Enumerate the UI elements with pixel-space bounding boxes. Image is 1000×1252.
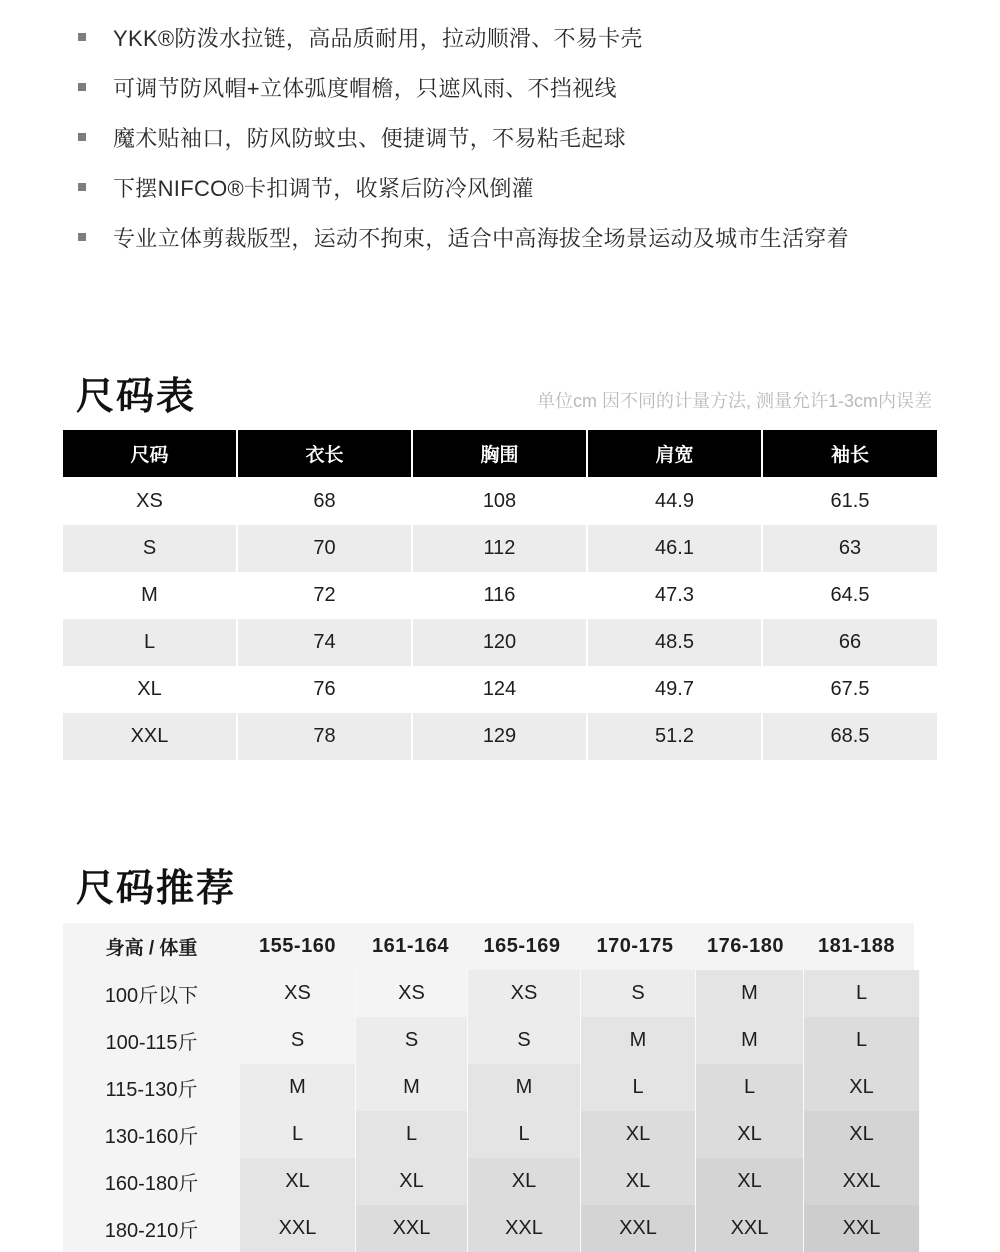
- recommended-size-cell: M: [696, 1017, 804, 1064]
- height-range-header: 155-160: [240, 923, 355, 970]
- feature-text: 下摆NIFCO®卡扣调节，收紧后防冷风倒灌: [113, 175, 534, 201]
- feature-text: 专业立体剪裁版型，运动不拘束，适合中高海拔全场景运动及城市生活穿着: [113, 225, 849, 251]
- recommended-size-cell: M: [696, 970, 804, 1017]
- size-chart-header-cell: 衣长: [238, 430, 411, 477]
- recommended-size-cell: S: [468, 1017, 581, 1064]
- weight-range-label: 100-115斤: [63, 1017, 240, 1064]
- size-chart-cell: 116: [413, 572, 586, 619]
- recommendation-row: [63, 1111, 937, 1158]
- recommended-size-cell: M: [468, 1064, 581, 1111]
- size-chart-cell: 108: [413, 478, 586, 525]
- recommended-size-cell: XXL: [581, 1205, 696, 1252]
- size-chart-cell: 74: [238, 619, 411, 666]
- weight-range-label: 130-160斤: [63, 1111, 240, 1158]
- recommended-size-cell: L: [696, 1064, 804, 1111]
- size-chart-header-cell: 胸围: [413, 430, 586, 477]
- height-range-header: 176-180: [692, 923, 799, 970]
- size-chart-cell: 48.5: [588, 619, 761, 666]
- recommended-size-cell: XS: [468, 970, 581, 1017]
- square-bullet-icon: [78, 33, 86, 41]
- recommended-size-cell: S: [581, 970, 696, 1017]
- height-range-header: 170-175: [578, 923, 692, 970]
- recommended-size-cell: XXL: [804, 1205, 920, 1252]
- size-chart-cell: 67.5: [763, 666, 937, 713]
- size-chart-cell: 112: [413, 525, 586, 572]
- recommended-size-cell: XXL: [240, 1205, 356, 1252]
- size-chart-cell: XS: [63, 478, 236, 525]
- size-chart-cell: 68.5: [763, 713, 937, 760]
- recommended-size-cell: XL: [581, 1158, 696, 1205]
- height-range-header: 165-169: [466, 923, 578, 970]
- recommended-size-cell: L: [356, 1111, 468, 1158]
- size-chart-cell: XL: [63, 666, 236, 713]
- height-range-header: 161-164: [355, 923, 466, 970]
- size-chart-row: [63, 713, 937, 760]
- recommended-size-cell: XXL: [356, 1205, 468, 1252]
- recommended-size-cell: XXL: [804, 1158, 920, 1205]
- recommended-size-cell: L: [804, 1017, 920, 1064]
- size-chart-header-row: [63, 430, 937, 477]
- size-chart-cell: 66: [763, 619, 937, 666]
- unit-note: 单位cm 因不同的计量方法, 测量允许1-3cm内误差: [536, 391, 932, 411]
- weight-range-label: 160-180斤: [63, 1158, 240, 1205]
- recommended-size-cell: XL: [696, 1111, 804, 1158]
- size-recommendation-table: [63, 923, 937, 1252]
- recommendation-row: [63, 970, 937, 1017]
- size-chart-cell: XXL: [63, 713, 236, 760]
- recommended-size-cell: M: [581, 1017, 696, 1064]
- height-range-header: 181-188: [799, 923, 914, 970]
- weight-range-label: 180-210斤: [63, 1205, 240, 1252]
- square-bullet-icon: [78, 233, 86, 241]
- recommended-size-cell: L: [581, 1064, 696, 1111]
- size-chart-row: [63, 619, 937, 666]
- recommended-size-cell: S: [356, 1017, 468, 1064]
- recommended-size-cell: XL: [240, 1158, 356, 1205]
- size-chart-cell: 46.1: [588, 525, 761, 572]
- size-chart-cell: 51.2: [588, 713, 761, 760]
- size-chart-cell: 72: [238, 572, 411, 619]
- size-chart-cell: 70: [238, 525, 411, 572]
- size-chart-cell: 64.5: [763, 572, 937, 619]
- feature-text: YKK®防泼水拉链，高品质耐用，拉动顺滑、不易卡壳: [113, 25, 643, 51]
- size-chart-cell: 129: [413, 713, 586, 760]
- recommended-size-cell: XS: [356, 970, 468, 1017]
- height-weight-corner-label: 身高 / 体重: [63, 923, 240, 970]
- recommended-size-cell: XXL: [696, 1205, 804, 1252]
- weight-range-label: 100斤以下: [63, 970, 240, 1017]
- weight-range-label: 115-130斤: [63, 1064, 240, 1111]
- size-chart-cell: 78: [238, 713, 411, 760]
- size-chart-cell: L: [63, 619, 236, 666]
- size-chart-header-cell: 袖长: [763, 430, 937, 477]
- size-chart-row: [63, 666, 937, 713]
- recommendation-row: [63, 1064, 937, 1111]
- size-chart-header-cell: 肩宽: [588, 430, 761, 477]
- size-chart-title: 尺码表: [76, 376, 197, 418]
- size-chart-row: [63, 478, 937, 525]
- size-chart-cell: 120: [413, 619, 586, 666]
- recommendation-row: [63, 1158, 937, 1205]
- recommended-size-cell: XL: [804, 1064, 920, 1111]
- recommended-size-cell: XL: [696, 1158, 804, 1205]
- size-chart-cell: 61.5: [763, 478, 937, 525]
- recommended-size-cell: M: [356, 1064, 468, 1111]
- size-chart-cell: M: [63, 572, 236, 619]
- feature-item: [78, 162, 849, 212]
- recommended-size-cell: L: [804, 970, 920, 1017]
- recommended-size-cell: M: [240, 1064, 356, 1111]
- feature-text: 魔术贴袖口，防风防蚊虫、便捷调节，不易粘毛起球: [113, 125, 626, 151]
- square-bullet-icon: [78, 183, 86, 191]
- recommended-size-cell: XS: [240, 970, 356, 1017]
- size-chart-cell: S: [63, 525, 236, 572]
- square-bullet-icon: [78, 133, 86, 141]
- recommendation-row: [63, 1205, 937, 1252]
- recommended-size-cell: XL: [468, 1158, 581, 1205]
- recommended-size-cell: XXL: [468, 1205, 581, 1252]
- size-recommendation-title: 尺码推荐: [76, 868, 237, 910]
- recommendation-row: [63, 1017, 937, 1064]
- size-chart-cell: 44.9: [588, 478, 761, 525]
- recommendation-header-row: [63, 923, 937, 970]
- square-bullet-icon: [78, 83, 86, 91]
- feature-item: [78, 62, 849, 112]
- feature-list: [78, 12, 849, 262]
- recommended-size-cell: L: [468, 1111, 581, 1158]
- recommended-size-cell: L: [240, 1111, 356, 1158]
- feature-item: [78, 212, 849, 262]
- size-chart-cell: 68: [238, 478, 411, 525]
- recommended-size-cell: S: [240, 1017, 356, 1064]
- recommended-size-cell: XL: [581, 1111, 696, 1158]
- size-chart-cell: 124: [413, 666, 586, 713]
- size-chart-row: [63, 525, 937, 572]
- size-chart-table: [63, 430, 937, 760]
- recommended-size-cell: XL: [356, 1158, 468, 1205]
- feature-item: [78, 112, 849, 162]
- recommended-size-cell: XL: [804, 1111, 920, 1158]
- size-chart-cell: 47.3: [588, 572, 761, 619]
- size-chart-cell: 49.7: [588, 666, 761, 713]
- feature-text: 可调节防风帽+立体弧度帽檐，只遮风雨、不挡视线: [113, 75, 617, 101]
- size-chart-header-cell: 尺码: [63, 430, 236, 477]
- size-chart-cell: 76: [238, 666, 411, 713]
- feature-item: [78, 12, 849, 62]
- size-chart-cell: 63: [763, 525, 937, 572]
- size-chart-row: [63, 572, 937, 619]
